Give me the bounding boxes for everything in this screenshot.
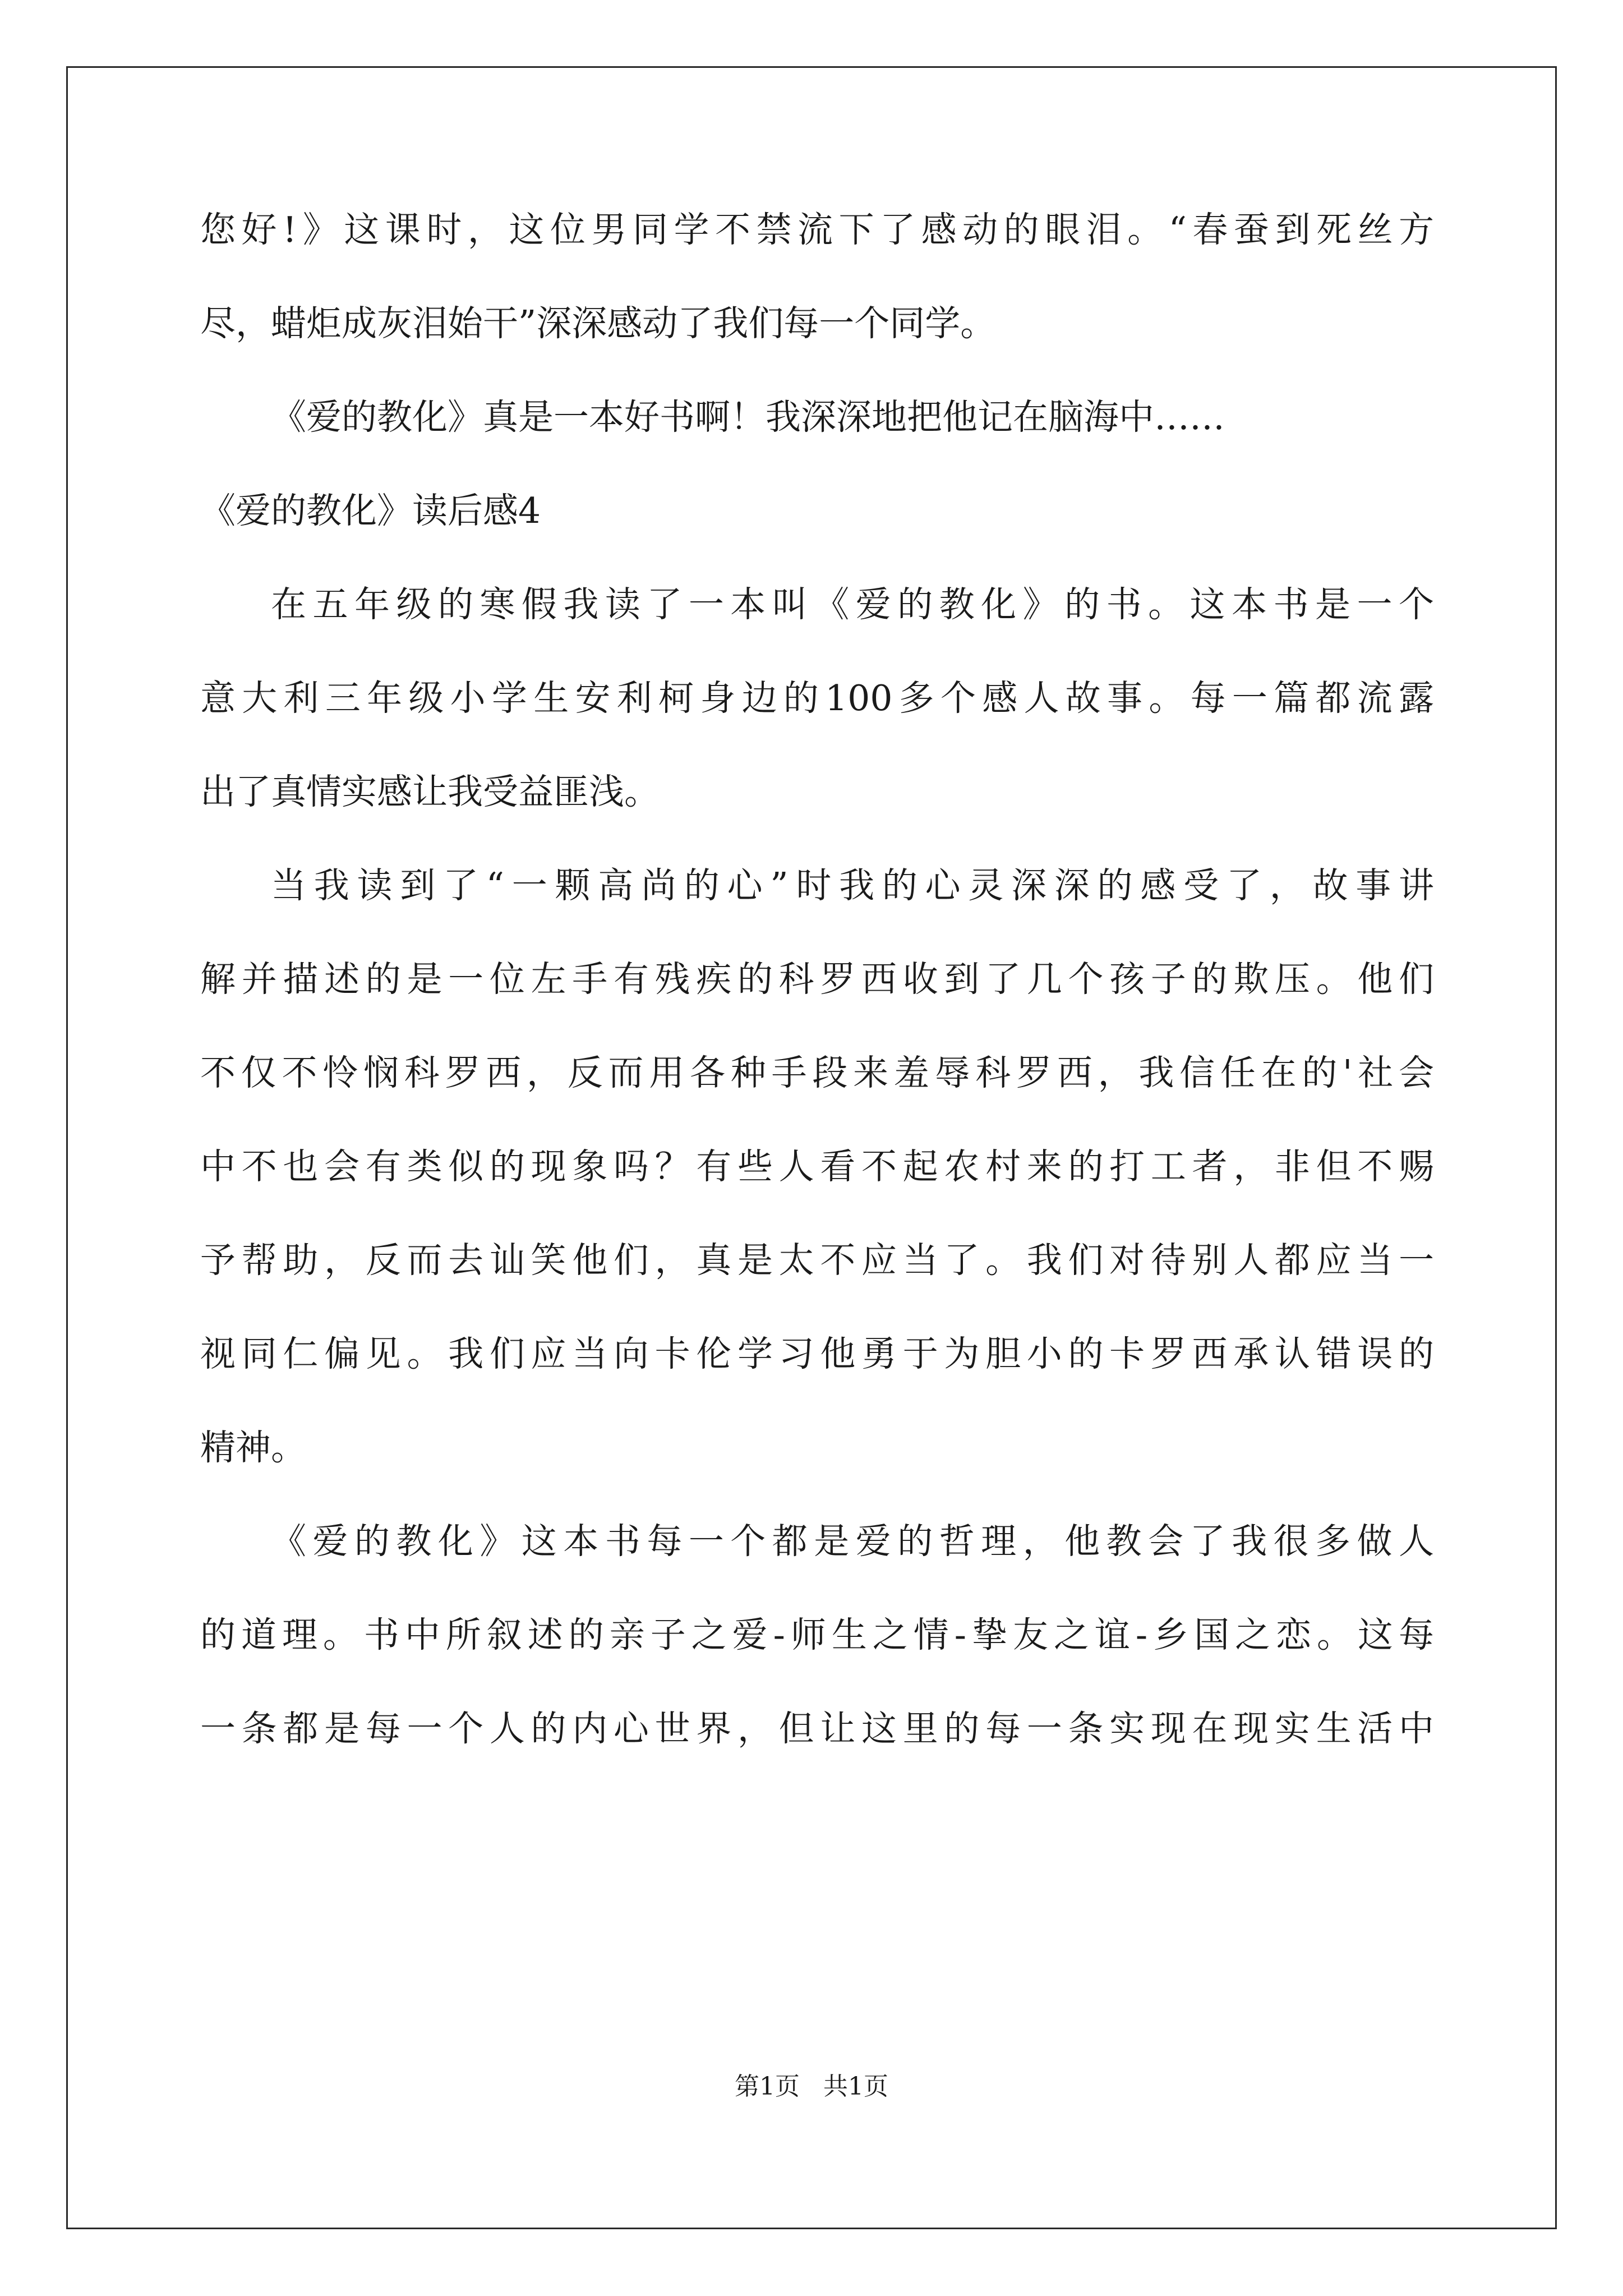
text-line: 视同仁偏见。我们应当向卡伦学习他勇于为胆小的卡罗西承认错误的 [200,1333,1434,1374]
page-number-footer: 第1页 共1页 [735,2072,888,2101]
text-line: 不仅不怜悯科罗西，反而用各种手段来羞辱科罗西，我信任在的'社会 [200,1052,1434,1093]
text-line: 解并描述的是一位左手有残疾的科罗西收到了几个孩子的欺压。他们 [200,959,1434,1000]
text-line: 意大利三年级小学生安利柯身边的100多个感人故事。每一篇都流露 [200,678,1434,719]
text-line: 《爱的教化》这本书每一个都是爱的哲理，他教会了我很多做人 [271,1521,1434,1562]
text-line: 在五年级的寒假我读了一本叫《爱的教化》的书。这本书是一个 [271,584,1434,625]
text-line: 《爱的教化》真是一本好书啊！我深深地把他记在脑海中…… [271,397,1225,438]
text-line: 予帮助，反而去讪笑他们，真是太不应当了。我们对待别人都应当一 [200,1240,1434,1281]
section-heading: 《爱的教化》读后感4 [200,490,541,531]
text-line: 的道理。书中所叙述的亲子之爱-师生之情-挚友之谊-乡国之恋。这每 [200,1614,1434,1655]
text-line: 您好!》这课时，这位男同学不禁流下了感动的眼泪。“春蚕到死丝方 [200,209,1434,250]
text-line: 尽，蜡炬成灰泪始干”深深感动了我们每一个同学。 [200,303,996,344]
text-line: 中不也会有类似的现象吗？有些人看不起农村来的打工者，非但不赐 [200,1146,1434,1187]
text-line: 一条都是每一个人的内心世界，但让这里的每一条实现在现实生活中 [200,1708,1434,1749]
text-line: 精神。 [200,1427,306,1468]
text-line: 当我读到了“一颗高尚的心”时我的心灵深深的感受了，故事讲 [271,865,1434,906]
text-line: 出了真情实感让我受益匪浅。 [200,771,660,812]
